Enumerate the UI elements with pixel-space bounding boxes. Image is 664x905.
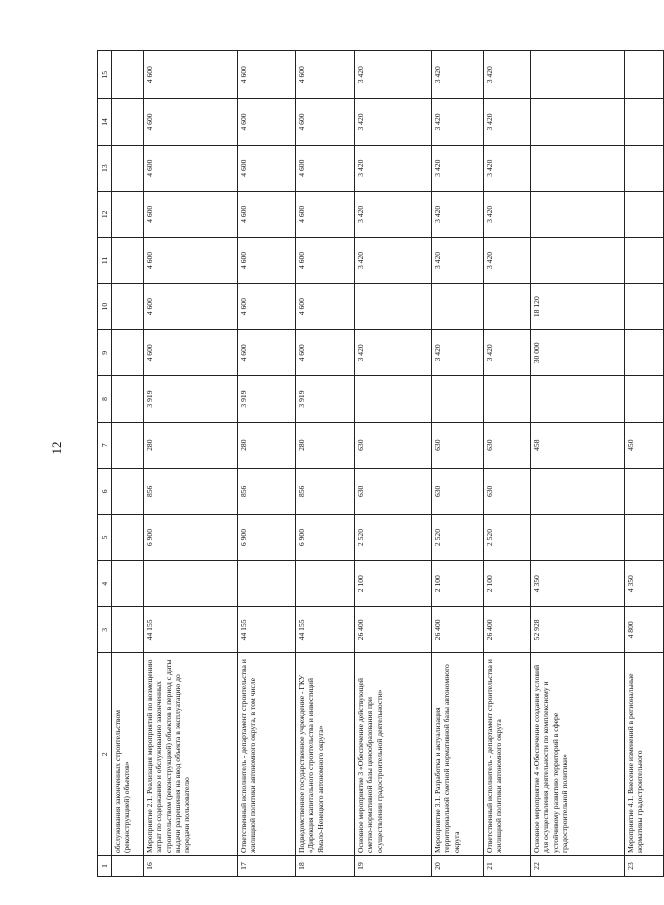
value-cell (112, 51, 144, 99)
column-header: 4 (98, 561, 112, 607)
table-row (238, 51, 296, 877)
value-cell: 856 (296, 468, 355, 514)
column-header: 12 (98, 191, 112, 237)
value-cell (531, 376, 625, 422)
value-cell: 52 928 (531, 607, 625, 653)
value-cell: 26 400 (432, 607, 484, 653)
value-cell: 3 420 (484, 145, 531, 191)
row-number-cell: 19 (355, 856, 432, 877)
value-cell: 2 520 (484, 514, 531, 560)
value-cell: 4 600 (296, 237, 355, 283)
description-cell: Подведомственное государственное учреждение - ГКУ «Дирекция капитального строительства и инвестиций Ямало-Ненецкого автономного округа» (296, 653, 355, 856)
column-header: 8 (98, 376, 112, 422)
value-cell: 3 420 (355, 191, 432, 237)
value-cell: 630 (432, 468, 484, 514)
column-header: 6 (98, 468, 112, 514)
description-cell: Основное мероприятие 3 «Обеспечение действующей сметно-нормативной базы ценообразования при осуществлении градостроительной деятельности» (355, 653, 432, 856)
table-row (296, 51, 355, 877)
value-cell: 4 600 (144, 330, 238, 376)
value-cell (432, 284, 484, 330)
rotated-table-wrapper (97, 50, 645, 877)
value-cell (531, 237, 625, 283)
value-cell (112, 99, 144, 145)
value-cell: 4 600 (296, 99, 355, 145)
value-cell: 280 (238, 422, 296, 468)
value-cell: 630 (484, 468, 531, 514)
value-cell: 3 420 (484, 99, 531, 145)
description-cell: Мероприятие 2.1. Реализация мероприятий по возмещению затрат по содержанию и обслуживанию законченных строительством (реконструкцией) объектов в период с даты выдачи разрешения на ввод объекта в эксплуатацию до передачи пользователю (144, 653, 238, 856)
value-cell (531, 145, 625, 191)
value-cell: 3 420 (484, 237, 531, 283)
table-row (144, 51, 238, 877)
value-cell: 4 600 (238, 99, 296, 145)
value-cell: 3 420 (484, 191, 531, 237)
row-number-cell: 16 (144, 856, 238, 877)
value-cell: 4 350 (625, 561, 664, 607)
value-cell: 4 600 (144, 51, 238, 99)
value-cell (531, 468, 625, 514)
value-cell: 26 400 (355, 607, 432, 653)
description-cell: Ответственный исполнитель - департамент строительства и жилищной политики автономного округа, в том числе (238, 653, 296, 856)
value-cell: 3 420 (484, 330, 531, 376)
value-cell: 2 520 (355, 514, 432, 560)
value-cell (625, 51, 664, 99)
value-cell: 2 100 (432, 561, 484, 607)
value-cell: 4 600 (238, 237, 296, 283)
column-header: 11 (98, 237, 112, 283)
value-cell: 458 (531, 422, 625, 468)
value-cell: 4 600 (238, 51, 296, 99)
value-cell: 3 420 (432, 330, 484, 376)
row-number-cell: 17 (238, 856, 296, 877)
value-cell: 44 155 (238, 607, 296, 653)
value-cell: 30 000 (531, 330, 625, 376)
value-cell (112, 514, 144, 560)
value-cell (112, 422, 144, 468)
value-cell: 6 900 (296, 514, 355, 560)
value-cell: 856 (144, 468, 238, 514)
description-cell: Мероприятие 3.1. Разработка и актуализация территориальной сметной нормативной базы автономного округа (432, 653, 484, 856)
column-header: 14 (98, 99, 112, 145)
table-row (625, 51, 664, 877)
value-cell (112, 607, 144, 653)
value-cell (112, 330, 144, 376)
value-cell (144, 561, 238, 607)
column-header: 9 (98, 330, 112, 376)
value-cell (484, 284, 531, 330)
value-cell (355, 284, 432, 330)
value-cell (625, 191, 664, 237)
value-cell (112, 145, 144, 191)
value-cell: 26 400 (484, 607, 531, 653)
description-cell: Основное мероприятие 4 «Обеспечение создания условий для осуществления деятельности по комплексному и устойчивому развитию территорий в сфере градостроительной политики» (531, 653, 625, 856)
value-cell (112, 561, 144, 607)
column-header: 2 (98, 653, 112, 856)
value-cell (625, 330, 664, 376)
column-header: 15 (98, 51, 112, 99)
table-row (355, 51, 432, 877)
table-row (112, 51, 144, 877)
table-row (531, 51, 625, 877)
column-header: 1 (98, 856, 112, 877)
value-cell (625, 376, 664, 422)
value-cell (531, 51, 625, 99)
value-cell (625, 468, 664, 514)
value-cell (625, 237, 664, 283)
header-row (98, 51, 112, 877)
value-cell: 4 600 (238, 145, 296, 191)
value-cell (112, 191, 144, 237)
column-header: 5 (98, 514, 112, 560)
value-cell (112, 237, 144, 283)
row-number-cell: 18 (296, 856, 355, 877)
value-cell: 630 (432, 422, 484, 468)
value-cell (238, 561, 296, 607)
value-cell: 4 600 (238, 191, 296, 237)
value-cell: 3 420 (432, 99, 484, 145)
value-cell: 4 800 (625, 607, 664, 653)
row-number-cell (112, 856, 144, 877)
value-cell: 6 900 (144, 514, 238, 560)
value-cell (531, 191, 625, 237)
value-cell: 3 420 (432, 191, 484, 237)
value-cell: 630 (355, 468, 432, 514)
value-cell: 280 (144, 422, 238, 468)
column-header: 13 (98, 145, 112, 191)
value-cell: 4 600 (296, 191, 355, 237)
value-cell (432, 376, 484, 422)
value-cell: 4 600 (144, 191, 238, 237)
value-cell: 280 (296, 422, 355, 468)
value-cell: 4 600 (296, 145, 355, 191)
value-cell (355, 376, 432, 422)
value-cell: 4 600 (238, 330, 296, 376)
value-cell (625, 99, 664, 145)
value-cell: 44 155 (144, 607, 238, 653)
value-cell: 3 919 (238, 376, 296, 422)
row-number-cell: 21 (484, 856, 531, 877)
description-cell: Мероприятие 4.1. Внесение изменений в региональные нормативы градостроительного (625, 653, 664, 856)
value-cell: 4 350 (531, 561, 625, 607)
value-cell: 3 420 (432, 51, 484, 99)
row-number-cell: 20 (432, 856, 484, 877)
value-cell: 450 (625, 422, 664, 468)
value-cell: 856 (238, 468, 296, 514)
value-cell: 2 520 (432, 514, 484, 560)
value-cell: 4 600 (144, 145, 238, 191)
value-cell (112, 468, 144, 514)
value-cell: 3 919 (296, 376, 355, 422)
value-cell: 3 420 (432, 145, 484, 191)
value-cell (625, 284, 664, 330)
value-cell (484, 376, 531, 422)
value-cell (296, 561, 355, 607)
value-cell: 3 919 (144, 376, 238, 422)
value-cell: 3 420 (355, 51, 432, 99)
value-cell: 3 420 (355, 237, 432, 283)
table-row (432, 51, 484, 877)
value-cell (112, 284, 144, 330)
value-cell: 4 600 (296, 330, 355, 376)
value-cell (112, 376, 144, 422)
row-number-cell: 23 (625, 856, 664, 877)
value-cell: 4 600 (144, 99, 238, 145)
value-cell: 3 420 (432, 237, 484, 283)
value-cell (531, 514, 625, 560)
value-cell: 18 120 (531, 284, 625, 330)
value-cell: 3 420 (484, 51, 531, 99)
budget-table (97, 50, 664, 877)
value-cell: 6 900 (238, 514, 296, 560)
page-number: 12 (49, 441, 64, 455)
value-cell: 3 420 (355, 330, 432, 376)
value-cell: 4 600 (144, 284, 238, 330)
value-cell: 44 155 (296, 607, 355, 653)
value-cell: 4 600 (144, 237, 238, 283)
value-cell: 3 420 (355, 145, 432, 191)
value-cell (625, 514, 664, 560)
value-cell: 630 (355, 422, 432, 468)
description-cell: обслуживания законченных строительством (реконструкцией) объектов» (112, 653, 144, 856)
column-header: 10 (98, 284, 112, 330)
value-cell: 4 600 (296, 284, 355, 330)
value-cell: 3 420 (355, 99, 432, 145)
table-row (484, 51, 531, 877)
value-cell: 630 (484, 422, 531, 468)
value-cell: 2 100 (355, 561, 432, 607)
column-header: 7 (98, 422, 112, 468)
value-cell: 2 100 (484, 561, 531, 607)
description-cell: Ответственный исполнитель - департамент строительства и жилищной политики автономного округа (484, 653, 531, 856)
value-cell (625, 145, 664, 191)
column-header: 3 (98, 607, 112, 653)
value-cell (531, 99, 625, 145)
value-cell: 4 600 (296, 51, 355, 99)
value-cell: 4 600 (238, 284, 296, 330)
row-number-cell: 22 (531, 856, 625, 877)
